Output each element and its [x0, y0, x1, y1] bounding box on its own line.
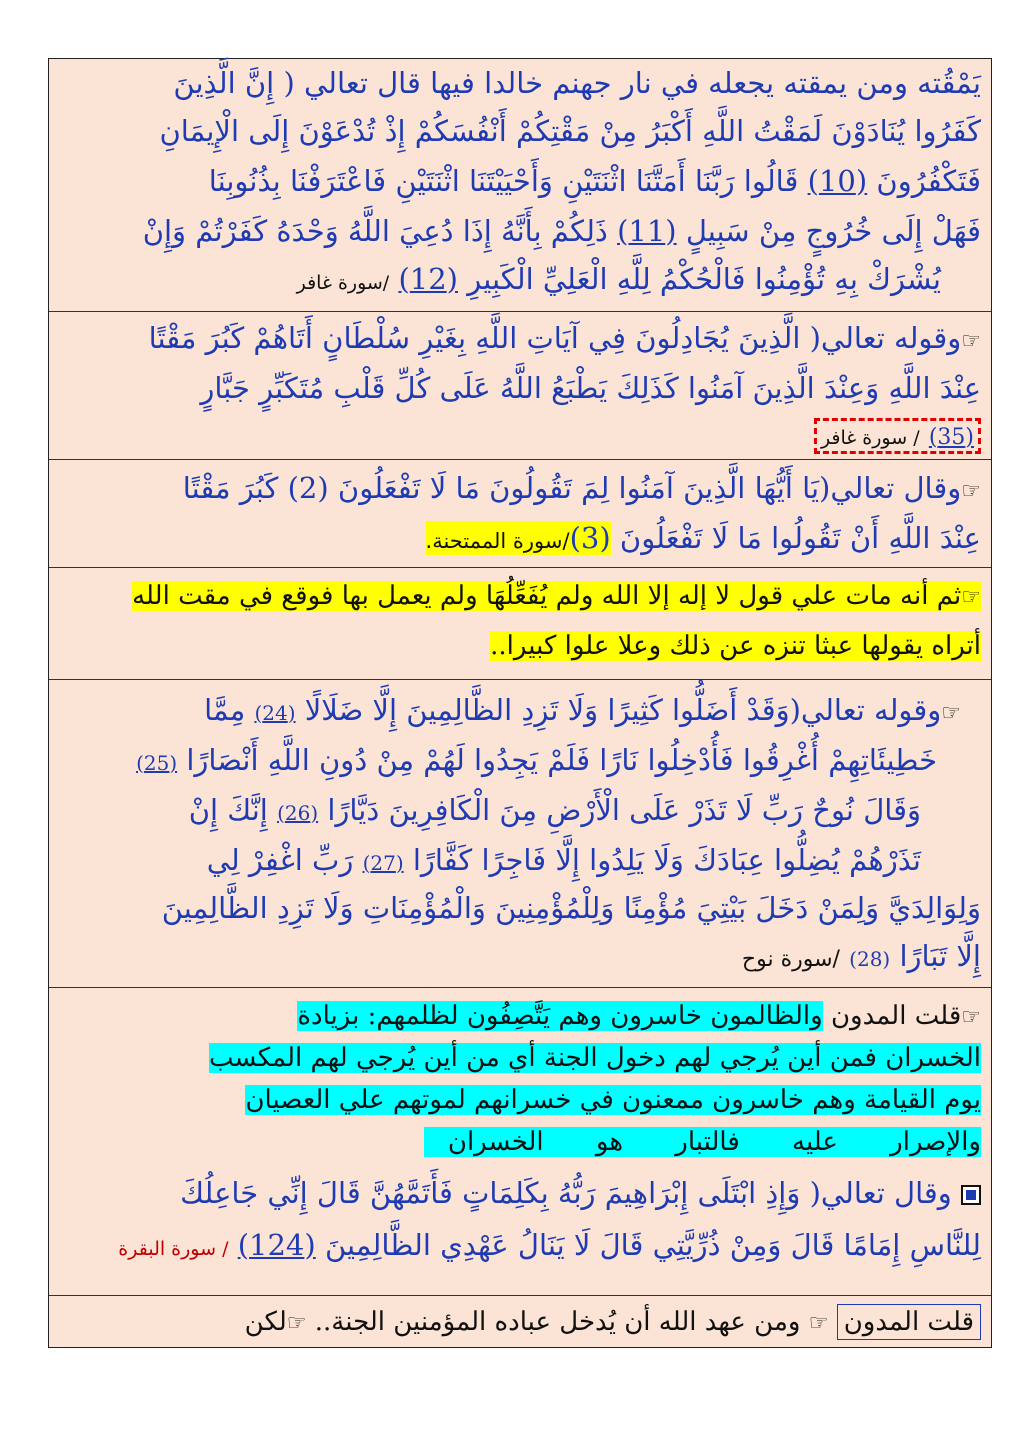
verse-line: وَقَالَ نُوحٌ رَبِّ لَا تَذَرْ عَلَى الْأَرْضِ مِنَ الْكَافِرِينَ دَيَّارًا (26) إِنَّكَ إِنْ	[188, 793, 921, 827]
verse-number: (28)	[849, 947, 891, 971]
verse-number: (25)	[136, 751, 178, 775]
verse-line	[814, 414, 981, 454]
verse-number: (27)	[362, 851, 404, 875]
verse-block-nuh-24-28	[49, 679, 991, 987]
commentary-block-cyan	[49, 987, 991, 1165]
verse-number: (11)	[617, 214, 677, 248]
verse-line: فَهَلْ إِلَى خُرُوجٍ مِنْ سَبِيلٍ (11) ذَلِكُمْ بِأَنَّهُ إِذَا دُعِيَ اللَّهُ وَحْدَهُ كَفَرْتُمْ وَإِنْ	[142, 214, 981, 248]
verse-number: (24)	[254, 701, 296, 725]
verse-line: كَفَرُوا يُنَادَوْنَ لَمَقْتُ اللَّهِ أَكْبَرُ مِنْ مَقْتِكُمْ أَنْفُسَكُمْ إِذْ تُدْعَوْنَ إِلَى الْإِيمَانِ	[159, 114, 981, 148]
sura-reference-highlight	[426, 521, 611, 555]
commentary-line: الخسران فمن أين يُرجي لهم دخول الجنة أي من أين يُرجي لهم المكسب	[208, 1043, 981, 1073]
pointing-hand-icon: ☞	[961, 1005, 981, 1030]
verse-block-baqara-124	[49, 1165, 991, 1295]
verse-line: ☞وقوله تعالي( الَّذِينَ يُجَادِلُونَ فِي آيَاتِ اللَّهِ بِغَيْرِ سُلْطَانٍ أَتَاهُمْ كَبُرَ مَقْتًا	[148, 321, 981, 355]
document-page	[48, 58, 992, 1348]
commentary-line: أتراه يقولها عبثا تنزه عن ذلك وعلا علوا كبيرا..	[490, 631, 981, 661]
pointing-hand-icon: ☞	[961, 585, 981, 610]
verse-line: وَلِوَالِدَيَّ وَلِمَنْ دَخَلَ بَيْتِيَ مُؤْمِنًا وَلِلْمُؤْمِنِينَ وَالْمُؤْمِنَاتِ وَلَا تَزِدِ الظَّالِمِينَ	[161, 891, 981, 925]
verse-number: (10)	[807, 164, 868, 198]
verse-line: عِنْدَ اللَّهِ وَعِنْدَ الَّذِينَ آمَنُوا كَذَلِكَ يَطْبَعُ اللَّهُ عَلَى كُلِّ قَلْبِ مُتَكَبِّرٍ جَبَّارٍ	[200, 371, 981, 405]
verse-line: لِلنَّاسِ إِمَامًا قَالَ وَمِنْ ذُرِّيَّتِي قَالَ لَا يَنَالُ عَهْدِي الظَّالِمِينَ (124) / سورة البقرة	[118, 1228, 981, 1262]
commentary-line: ☞ثم أنه مات علي قول لا إله إلا الله ولم يُفَعِّلُهَا ولم يعمل بها فوقع في مقت الله	[132, 581, 981, 611]
verse-line: خَطِيئَاتِهِمْ أُغْرِقُوا فَأُدْخِلُوا نَارًا فَلَمْ يَجِدُوا لَهُمْ مِنْ دُونِ اللَّهِ أَنْصَارًا (25)	[136, 743, 937, 777]
commentary-line: ☞قلت المدون والظالمون خاسرون وهم يَتَّصِفُون لظلمهم: بزيادة	[297, 1001, 981, 1031]
verse-block-ghafir-10-12	[49, 59, 991, 311]
square-bullet-icon	[961, 1185, 981, 1205]
verse-line: إِلَّا تَبَارًا (28) /سورة نوح	[741, 939, 981, 973]
verse-line: يُشْرَكْ بِهِ تُؤْمِنُوا فَالْحُكْمُ لِلَّهِ الْعَلِيِّ الْكَبِيرِ (12) /سورة غافر	[296, 262, 941, 296]
sura-reference: / سورة البقرة	[118, 1238, 229, 1260]
verse-line: تَذَرْهُمْ يُضِلُّوا عِبَادَكَ وَلَا يَلِدُوا إِلَّا فَاجِرًا كَفَّارًا (27) رَبِّ اغْفِرْ لِي	[206, 843, 921, 877]
verse-number: (12)	[398, 262, 458, 296]
author-label-box: قلت المدون	[837, 1304, 981, 1340]
sura-reference: / سورة غافر	[820, 427, 920, 449]
verse-line: وقال تعالي( وَإِذِ ابْتَلَى إِبْرَاهِيمَ رَبُّهُ بِكَلِمَاتٍ فَأَتَمَّهُنَّ قَالَ إِنِّي جَاعِلُكَ	[180, 1173, 981, 1213]
verse-number: (3)	[569, 521, 611, 555]
verse-line: يَمْقُته ومن يمقته يجعله في نار جهنم خالدا فيها قال تعالي ( إِنَّ الَّذِينَ	[173, 66, 981, 100]
sura-reference-box	[814, 418, 981, 454]
verse-line: ☞وقوله تعالي(وَقَدْ أَضَلُّوا كَثِيرًا وَلَا تَزِدِ الظَّالِمِينَ إِلَّا ضَلَالًا (24) مِمَّا	[204, 693, 961, 727]
commentary-block	[49, 567, 991, 679]
sura-reference: /سورة الممتحنة.	[425, 529, 570, 553]
verse-line: ☞وقال تعالي(يَا أَيُّهَا الَّذِينَ آمَنُوا لِمَ تَقُولُونَ مَا لَا تَفْعَلُونَ (2) كَبُرَ مَقْتًا	[182, 471, 981, 505]
verse-number: (26)	[277, 801, 319, 825]
sura-reference: /سورة غافر	[296, 272, 390, 294]
commentary-line: قلت المدون ☞ ومن عهد الله أن يُدخل عباده المؤمنين الجنة.. ☞لكن	[245, 1302, 981, 1342]
verse-number: (2)	[287, 471, 329, 505]
verse-block-mumtahina-2-3	[49, 459, 991, 567]
pointing-hand-icon: ☞	[961, 329, 981, 354]
verse-line: فَتَكْفُرُونَ (10) قَالُوا رَبَّنَا أَمَتَّنَا اثْنَتَيْنِ وَأَحْيَيْتَنَا اثْنَتَيْنِ فَاعْتَرَفْنَا بِذُنُوبِنَا	[208, 164, 981, 198]
pointing-hand-icon: ☞	[941, 701, 961, 726]
commentary-line: والإصرار عليه فالتبار هو الخسران	[424, 1122, 981, 1162]
verse-line: عِنْدَ اللَّهِ أَنْ تَقُولُوا مَا لَا تَفْعَلُونَ (3)/سورة الممتحنة.	[425, 521, 981, 555]
pointing-hand-icon: ☞	[808, 1311, 829, 1336]
sura-reference: /سورة نوح	[741, 947, 840, 972]
verse-block-ghafir-35	[49, 311, 991, 459]
closing-block	[49, 1295, 991, 1349]
pointing-hand-icon: ☞	[286, 1311, 307, 1336]
verse-number: (35)	[928, 425, 974, 450]
pointing-hand-icon: ☞	[961, 479, 981, 504]
verse-number: (124)	[237, 1228, 316, 1262]
commentary-line: يوم القيامة وهم خاسرون ممعنون في خسرانهم لموتهم علي العصيان	[245, 1085, 981, 1115]
